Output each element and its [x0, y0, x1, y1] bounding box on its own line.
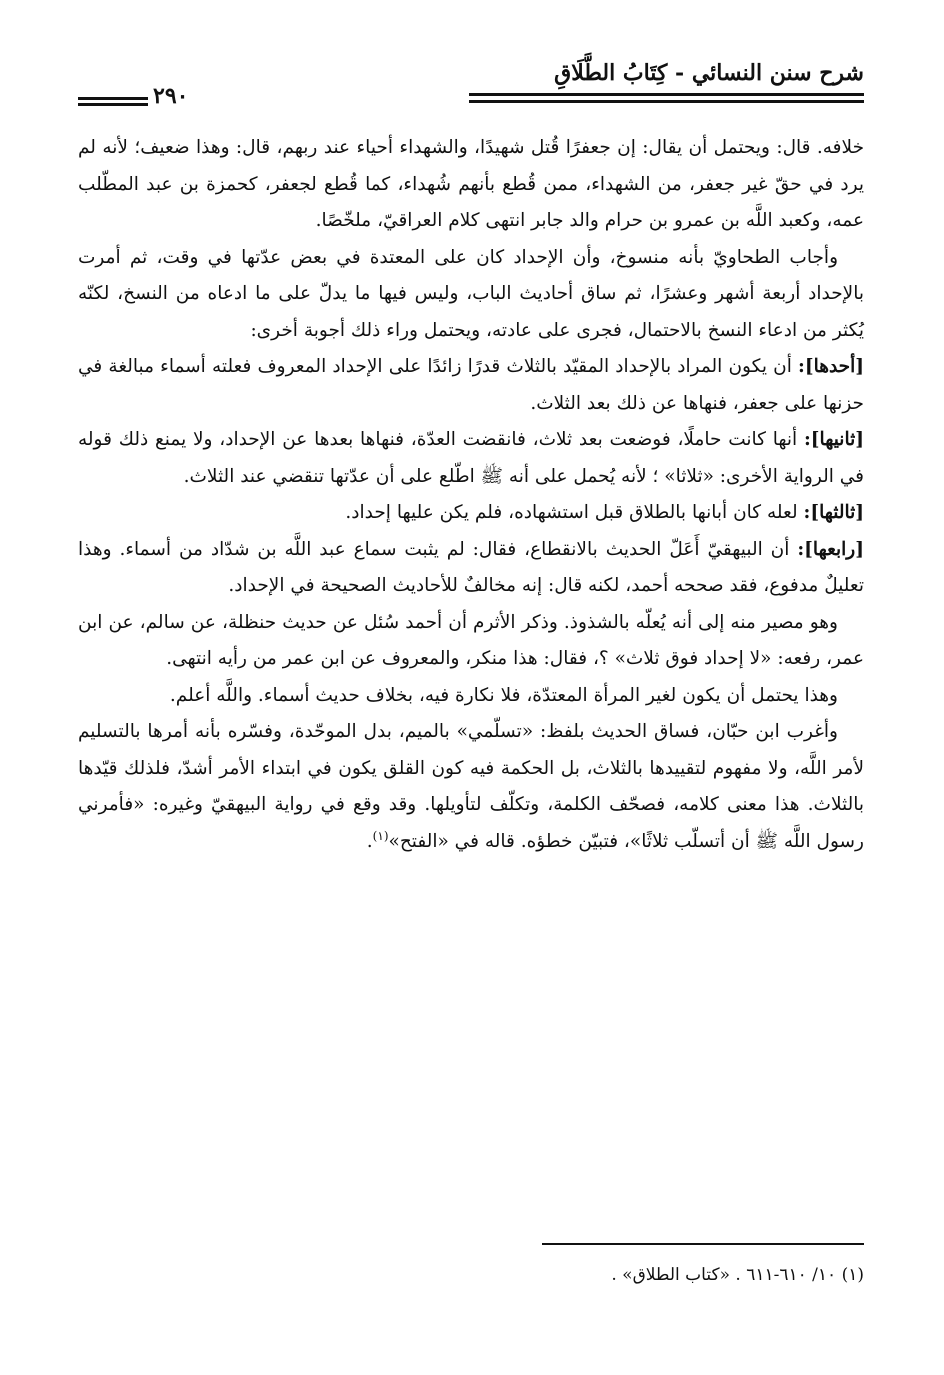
page-number-rule [78, 93, 148, 107]
paragraph: [ثالثها]: لعله كان أبانها بالطلاق قبل استشهاده، فلم يكن عليها إحداد. [345, 502, 864, 523]
paragraph-label: [أحدها]: [797, 356, 864, 377]
header-rule-top [469, 93, 864, 96]
paragraph: وهو مصير منه إلى أنه يُعلّه بالشذوذ. وذكر الأثرم أن أحمد سُئل عن حديث حنظلة، عن سالم، عن ابن عمر، رفعه: «لا إحداد فوق ثلاث» ؟، فقال: هذا منكر، والمعروف عن ابن عمر من رأيه انتهى. [78, 611, 864, 669]
page-number: ٢٩٠ [153, 83, 189, 109]
paragraph: [أحدها]: أن يكون المراد بالإحداد المقيّد بالثلاث قدرًا زائدًا على الإحداد المعروف فعلته أسماء مبالغة في حزنها على جعفر، فنهاها عن ذلك بعد الثلاث. [78, 356, 864, 414]
header-rule-bottom [469, 100, 864, 103]
footnote-ref[interactable]: (١) [372, 828, 389, 843]
paragraph: وهذا يحتمل أن يكون لغير المرأة المعتدّة، فلا نكارة فيه، بخلاف حديث أسماء. واللَّه أعلم. [169, 684, 838, 706]
paragraph-label: [رابعها]: [797, 538, 864, 560]
paragraph: وأجاب الطحاويّ بأنه منسوخ، وأن الإحداد كان على المعتدة في بعض عدّتها في وقت، ثم أمرت بالإحداد أربعة أشهر وعشرًا، ثم ساق أحاديث الباب، وليس فيها ما يدلّ على ما ادعاه من النسخ، لكنّه يُكثر من ادعاء النسخ بالاحتمال، فجرى على عادته، ويحتمل وراء ذلك أجوبة أخرى: [78, 246, 864, 341]
footnote-rule [542, 1243, 864, 1245]
running-title: شرح سنن النسائي - كِتَابُ الطَّلَاقِ [554, 60, 864, 86]
body-text [78, 130, 864, 860]
footnote: (١) ١٠/ ٦١٠-٦١١ . «كتاب الطلاق» . [611, 1265, 864, 1285]
paragraph: [رابعها]: أن البيهقيّ أَعَلّ الحديث بالانقطاع، فقال: لم يثبت سماع عبد اللَّه بن شدّاد من أسماء. وهذا تعليلٌ مدفوع، فقد صححه أحمد، لكنه قال: إنه مخالفٌ للأحاديث الصحيحة في الإحداد. [78, 538, 864, 596]
paragraph-label: [ثانيها]: [803, 429, 864, 450]
paragraph: [ثانيها]: أنها كانت حاملًا، فوضعت بعد ثلاث، فانقضت العدّة، فنهاها بعدها عن الإحداد، ولا يمنع ذلك قوله في الرواية الأخرى: «ثلاثا» ؛ لأنه يُحمل على أنه ﷺ اطّلع على أن عدّتها تنقضي عند الثلاث. [78, 429, 864, 487]
paragraph: خلافه. قال: ويحتمل أن يقال: إن جعفرًا قُتل شهيدًا، والشهداء أحياء عند ربهم، قال: وهذا ضعيف؛ لأنه لم يرد في حقّ غير جعفر، من الشهداء، ممن قُطع بأنهم شُهداء، كما قُطع لجعفر، كحمزة بن عبد المطّلب عمه، وكعبد اللَّه بن عمرو بن حرام والد جابر انتهى كلام العراقيّ، ملخّصًا. [78, 137, 864, 231]
header-rule [469, 93, 864, 101]
paragraph-label: [ثالثها]: [803, 502, 864, 523]
paragraph: وأغرب ابن حبّان، فساق الحديث بلفظ: «تسلّمي» بالميم، بدل الموحّدة، وفسّره بأنه أمرها بالتسليم لأمر اللَّه، ولا مفهوم لتقييدها بالثلاث، بل الحكمة فيه كون القلق يكون في ابتداء الأمر أشدّ، فلذلك قيّدها بالثلاث. هذا معنى كلامه، فصحّف الكلمة، وتكلّف لتأويلها. وقد وقع في رواية البيهقيّ وغيره: «فأمرني رسول اللَّه ﷺ أن أتسلّب ثلاثًا»، فتبيّن خطؤه. قاله في «الفتح»$^{(١)}$. [78, 721, 864, 852]
